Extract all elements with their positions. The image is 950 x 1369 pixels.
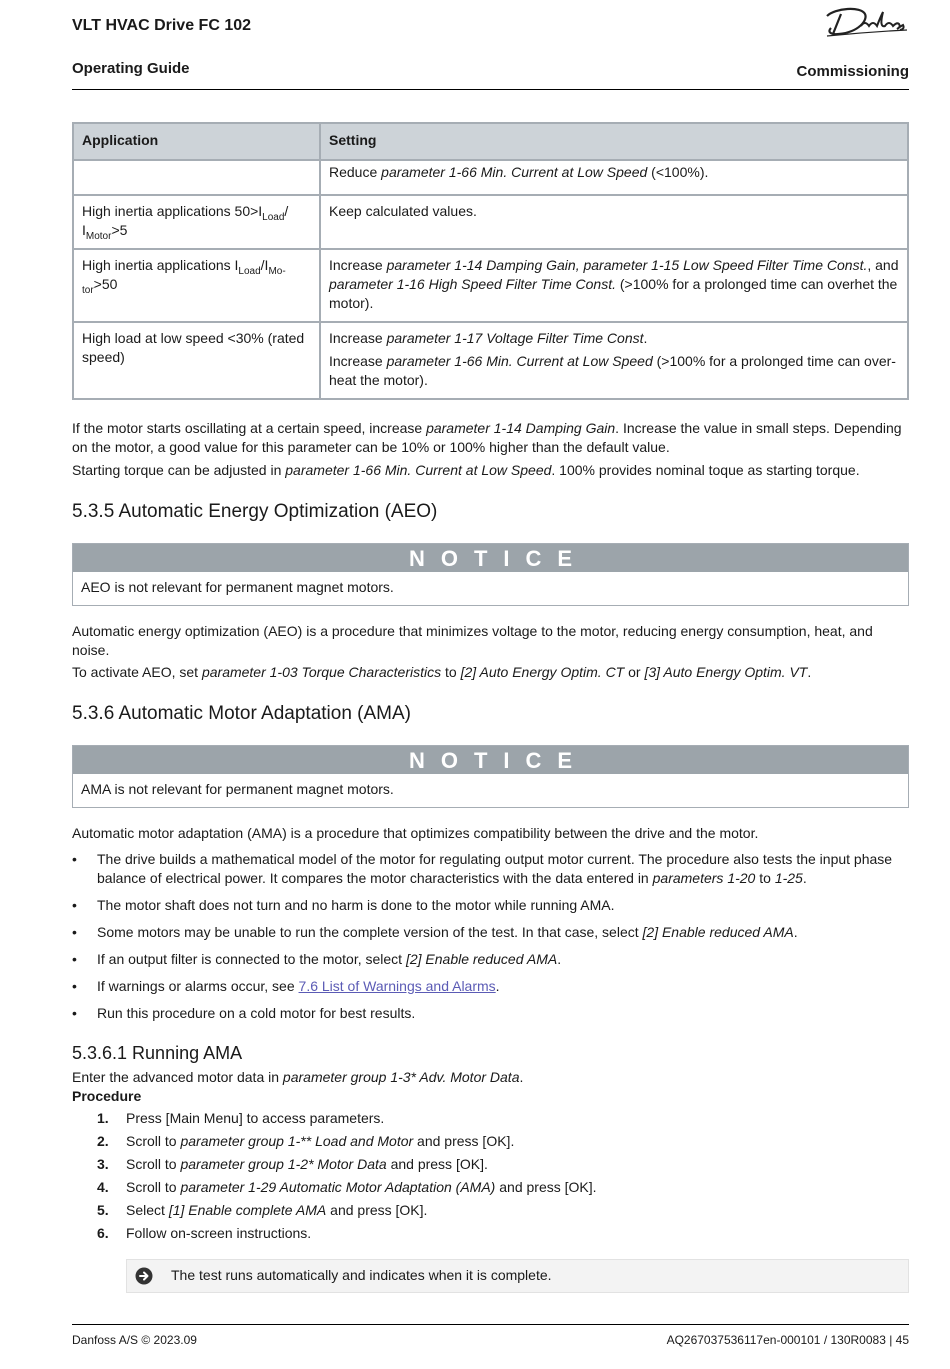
running-ama-intro: Enter the advanced motor data in parameter group 1-3* Adv. Motor Data. — [72, 1069, 524, 1085]
footer-divider — [72, 1324, 909, 1325]
notice-title: NOTICE — [73, 544, 908, 572]
ama-description: Automatic motor adaptation (AMA) is a procedure that optimizes compatibility between the drive and the motor. — [72, 825, 759, 841]
aeo-notice — [72, 543, 909, 606]
list-item: • Run this procedure on a cold motor for best results. — [72, 1005, 416, 1021]
danfoss-logo — [821, 4, 909, 40]
procedure-step: 5. Select [1] Enable complete AMA and press [OK]. — [97, 1202, 428, 1218]
ama-bullet-list — [72, 850, 909, 1031]
setting-line: Increase parameter 1-17 Voltage Filter Time Const. — [329, 330, 648, 346]
table-header-row — [73, 123, 908, 160]
arrow-right-circle-icon — [135, 1267, 153, 1285]
running-ama-heading: 5.3.6.1 Running AMA — [72, 1043, 243, 1063]
ama-heading: 5.3.6 Automatic Motor Adaptation (AMA) — [72, 703, 412, 724]
setting-cell — [320, 249, 908, 322]
aeo-heading: 5.3.5 Automatic Energy Optimization (AEO) — [72, 501, 438, 522]
result-box — [126, 1259, 909, 1293]
procedure-label: Procedure — [72, 1088, 142, 1104]
document-subtitle: Operating Guide — [72, 60, 190, 77]
setting-line: Increase parameter 1-66 Min. Current at Low Speed (>100% for a prolonged time can over-heat the motor). — [329, 353, 896, 388]
procedure-steps — [72, 1109, 597, 1247]
table-row — [73, 322, 908, 399]
application-cell — [73, 160, 320, 195]
ama-notice — [72, 745, 909, 808]
application-cell: High inertia applications $I_{Load}/I_{Mo-tor}>50$ — [73, 249, 320, 322]
notice-text: AMA is not relevant for permanent magnet motors. — [81, 781, 394, 797]
setting-line: Reduce parameter 1-66 Min. Current at Low Speed (<100%). — [329, 164, 709, 180]
list-item: • The drive builds a mathematical model of the motor for regulating output motor current. The procedure also tests the input phase balance of electrical power. It compares the motor characteristics with the data entered in parameters 1-20 to 1-25. — [72, 851, 893, 886]
list-item: • If warnings or alarms occur, see 7.6 List of Warnings and Alarms. — [72, 978, 500, 994]
application-cell: High inertia applications $50>I_{Load}/$ $I_{Motor}>5$ — [73, 195, 320, 249]
setting-line: Increase parameter 1-14 Damping Gain, parameter 1-15 Low Speed Filter Time Const., and parameter 1-16 High Speed Filter Time Const. (>100% for a prolonged time can overhet the motor). — [329, 257, 899, 311]
procedure-step: 2. Scroll to parameter group 1-** Load and Motor and press [OK]. — [97, 1133, 515, 1149]
warnings-alarms-link[interactable]: 7.6 List of Warnings and Alarms — [298, 978, 496, 994]
footer-doc-number: AQ267037536117en-000101 / 130R0083 | 45 — [666, 1333, 909, 1347]
aeo-activation: To activate AEO, set parameter 1-03 Torque Characteristics to [2] Auto Energy Optim. CT or [3] Auto Energy Optim. VT. — [72, 664, 812, 680]
setting-cell — [320, 160, 908, 195]
procedure-step: 3. Scroll to parameter group 1-2* Motor Data and press [OK]. — [97, 1156, 488, 1172]
header-divider — [72, 89, 909, 90]
procedure-step: 1. Press [Main Menu] to access parameters. — [97, 1110, 385, 1126]
column-header-application: Application — [73, 123, 320, 160]
aeo-description: Automatic energy optimization (AEO) is a procedure that minimizes voltage to the motor, reducing energy consumption, heat, and noise. — [72, 623, 873, 658]
starting-torque-paragraph: Starting torque can be adjusted in parameter 1-66 Min. Current at Low Speed. 100% provides nominal toque as starting torque. — [72, 462, 860, 478]
result-text: The test runs automatically and indicates when it is complete. — [171, 1267, 552, 1283]
procedure-step: 4. Scroll to parameter 1-29 Automatic Motor Adaptation (AMA) and press [OK]. — [97, 1179, 597, 1195]
notice-title: NOTICE — [73, 746, 908, 774]
setting-cell — [320, 322, 908, 399]
document-title: VLT HVAC Drive FC 102 — [72, 17, 252, 34]
footer-copyright: Danfoss A/S © 2023.09 — [72, 1333, 197, 1347]
notice-text: AEO is not relevant for permanent magnet motors. — [81, 579, 394, 595]
oscillation-paragraph: If the motor starts oscillating at a certain speed, increase parameter 1-14 Damping Gain. Increase the value in small steps. Depending on the motor, a good value for this parameter can be 10% or 100% higher than the default value. — [72, 420, 902, 455]
settings-table — [72, 122, 909, 400]
column-header-setting: Setting — [320, 123, 908, 160]
list-item: • Some motors may be unable to run the complete version of the test. In that case, select [2] Enable reduced AMA. — [72, 924, 798, 940]
list-item: • If an output filter is connected to the motor, select [2] Enable reduced AMA. — [72, 951, 562, 967]
table-row — [73, 160, 908, 195]
setting-line: Keep calculated values. — [329, 203, 477, 219]
section-name: Commissioning — [796, 63, 909, 80]
application-cell: High load at low speed <30% (rated speed) — [73, 322, 320, 399]
table-row — [73, 249, 908, 322]
setting-cell — [320, 195, 908, 249]
list-item: • The motor shaft does not turn and no harm is done to the motor while running AMA. — [72, 897, 615, 913]
table-row — [73, 195, 908, 249]
procedure-step: 6. Follow on-screen instructions. — [97, 1225, 312, 1241]
